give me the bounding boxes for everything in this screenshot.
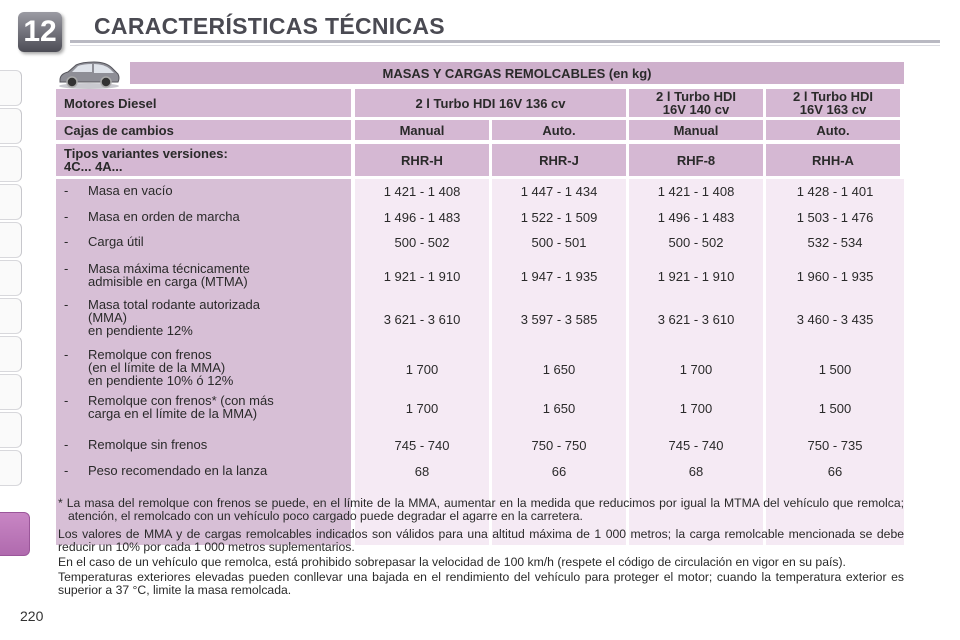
row-value: 3 460 - 3 435 — [796, 312, 874, 327]
row-label-text: Masa máxima técnicamente admisible en carga (MTMA) — [88, 261, 250, 289]
chapter-tab[interactable] — [0, 336, 22, 372]
row-value: 1 700 — [405, 401, 439, 416]
row-dash: - — [64, 347, 69, 362]
row-dash: - — [64, 261, 69, 276]
header-divider-thin — [70, 45, 940, 46]
table-row — [56, 348, 904, 390]
engine-row — [56, 89, 904, 117]
row-value: 1 496 - 1 483 — [383, 210, 461, 225]
row-value: 3 621 - 3 610 — [657, 312, 735, 327]
chapter-tab[interactable] — [0, 70, 22, 106]
chapter-number-badge: 12 — [18, 12, 62, 52]
row-value: 1 700 — [679, 401, 713, 416]
row-value: 1 960 - 1 935 — [796, 269, 874, 284]
row-value: 1 503 - 1 476 — [796, 210, 874, 225]
page-title: CARACTERÍSTICAS TÉCNICAS — [94, 13, 445, 39]
gearbox-row — [56, 120, 904, 140]
row-value: 1 700 — [679, 362, 713, 377]
row-value: 745 - 740 — [668, 438, 724, 453]
chapter-tab[interactable] — [0, 374, 22, 410]
gearbox-value: Manual — [629, 120, 763, 140]
row-label-text: Remolque con frenos (en el límite de la MMA) en pendiente 10% ó 12% — [88, 347, 234, 388]
gearbox-value: Manual — [355, 120, 489, 140]
engine-row-label: Motores Diesel — [56, 89, 351, 117]
row-value: 532 - 534 — [807, 235, 863, 250]
row-value: 750 - 750 — [531, 438, 587, 453]
row-label-text: Remolque con frenos* (con más carga en el límite de la MMA) — [88, 393, 274, 421]
engine-136-header: 2 l Turbo HDI 16V 136 cv — [355, 89, 626, 117]
row-value: 500 - 502 — [668, 235, 724, 250]
table-row — [56, 262, 904, 290]
variant-row — [56, 144, 904, 176]
row-value: 1 428 - 1 401 — [796, 184, 874, 199]
row-label-text: Remolque sin frenos — [88, 437, 208, 452]
chapter-tab[interactable] — [0, 260, 22, 296]
row-value: 68 — [688, 464, 704, 479]
chapter-tab[interactable] — [0, 412, 22, 448]
table-title: MASAS Y CARGAS REMOLCABLES (en kg) — [130, 62, 904, 84]
row-value: 500 - 502 — [394, 235, 450, 250]
gearbox-row-label: Cajas de cambios — [56, 120, 351, 140]
engine-140-header: 2 l Turbo HDI 16V 140 cv — [629, 89, 763, 117]
row-value: 1 421 - 1 408 — [383, 184, 461, 199]
note-paragraph: Los valores de MMA y de cargas remolcables indicados son válidos para una altitud máxima de 1 000 metros; la carga remolcable mencionada se debe reducir un 10% por cada 1 000 metros suplementarios. — [58, 527, 904, 554]
row-dash: - — [64, 393, 69, 408]
row-label — [56, 262, 351, 288]
row-value: 1 447 - 1 434 — [520, 184, 598, 199]
footnote: * La masa del remolque con frenos se puede, en el límite de la MMA, aumentar en la medida que reducimos por igual la MTMA del vehículo que remolca; atención, el remolcado con un vehículo poco cargado puede degradar el agarre en la carretera. — [58, 496, 904, 523]
row-label — [56, 438, 351, 451]
row-value: 66 — [551, 464, 567, 479]
table-row — [56, 394, 904, 422]
chapter-tab-active[interactable] — [0, 512, 30, 556]
variant-value: RHF-8 — [629, 144, 763, 176]
car-icon — [56, 58, 122, 90]
chapter-tab[interactable] — [0, 298, 22, 334]
row-label — [56, 298, 351, 337]
row-value: 1 921 - 1 910 — [657, 269, 735, 284]
table-row — [56, 184, 904, 198]
row-label — [56, 184, 351, 197]
row-value: 745 - 740 — [394, 438, 450, 453]
row-label — [56, 210, 351, 223]
variant-value: RHR-J — [492, 144, 626, 176]
row-value: 1 650 — [542, 362, 576, 377]
row-value: 1 496 - 1 483 — [657, 210, 735, 225]
row-value: 1 500 — [818, 362, 852, 377]
row-label-text: Masa en vacío — [88, 183, 173, 198]
variant-value: RHH-A — [766, 144, 900, 176]
row-dash: - — [64, 437, 69, 452]
row-value: 1 650 — [542, 401, 576, 416]
row-value: 3 621 - 3 610 — [383, 312, 461, 327]
row-value: 1 947 - 1 935 — [520, 269, 598, 284]
table-row — [56, 210, 904, 224]
row-value: 750 - 735 — [807, 438, 863, 453]
row-dash: - — [64, 183, 69, 198]
row-value: 1 921 - 1 910 — [383, 269, 461, 284]
note-paragraph: En el caso de un vehículo que remolca, está prohibido sobrepasar la velocidad de 100 km/h (respete el código de circulación en vigor en su país). — [58, 555, 846, 569]
row-value: 66 — [827, 464, 843, 479]
row-label — [56, 464, 351, 477]
row-value: 3 597 - 3 585 — [520, 312, 598, 327]
row-dash: - — [64, 209, 69, 224]
engine-163-header: 2 l Turbo HDI 16V 163 cv — [766, 89, 900, 117]
row-dash: - — [64, 463, 69, 478]
row-label-text: Masa total rodante autorizada (MMA) en pendiente 12% — [88, 297, 260, 338]
chapter-tabs — [0, 0, 28, 640]
note-paragraph: Temperaturas exteriores elevadas pueden conllevar una bajada en el rendimiento del vehículo para proteger el motor; cuando la temperatura exterior es superior a 37 °C, limite la masa remolcada. — [58, 570, 904, 597]
row-label-text: Masa en orden de marcha — [88, 209, 240, 224]
row-value: 1 500 — [818, 401, 852, 416]
row-label — [56, 394, 351, 420]
row-label — [56, 348, 351, 387]
row-label — [56, 235, 351, 248]
row-value: 1 522 - 1 509 — [520, 210, 598, 225]
chapter-tab[interactable] — [0, 222, 22, 258]
table-row — [56, 298, 904, 340]
row-value: 68 — [414, 464, 430, 479]
chapter-tab[interactable] — [0, 184, 22, 220]
table-row — [56, 235, 904, 249]
variant-value: RHR-H — [355, 144, 489, 176]
notes-section — [58, 497, 904, 599]
chapter-tab[interactable] — [0, 146, 22, 182]
row-dash: - — [64, 297, 69, 312]
variant-row-label: Tipos variantes versiones: 4C... 4A... — [56, 144, 351, 176]
page-number: 220 — [20, 608, 44, 624]
table-row — [56, 438, 904, 452]
row-value: 500 - 501 — [531, 235, 587, 250]
chapter-tab[interactable] — [0, 450, 22, 486]
row-dash: - — [64, 234, 69, 249]
page-header — [0, 0, 960, 62]
gearbox-value: Auto. — [766, 120, 900, 140]
row-value: 1 421 - 1 408 — [657, 184, 735, 199]
chapter-tab[interactable] — [0, 108, 22, 144]
header-divider — [70, 40, 940, 43]
row-value: 1 700 — [405, 362, 439, 377]
row-label-text: Peso recomendado en la lanza — [88, 463, 268, 478]
gearbox-value: Auto. — [492, 120, 626, 140]
table-row — [56, 464, 904, 478]
row-label-text: Carga útil — [88, 234, 144, 249]
